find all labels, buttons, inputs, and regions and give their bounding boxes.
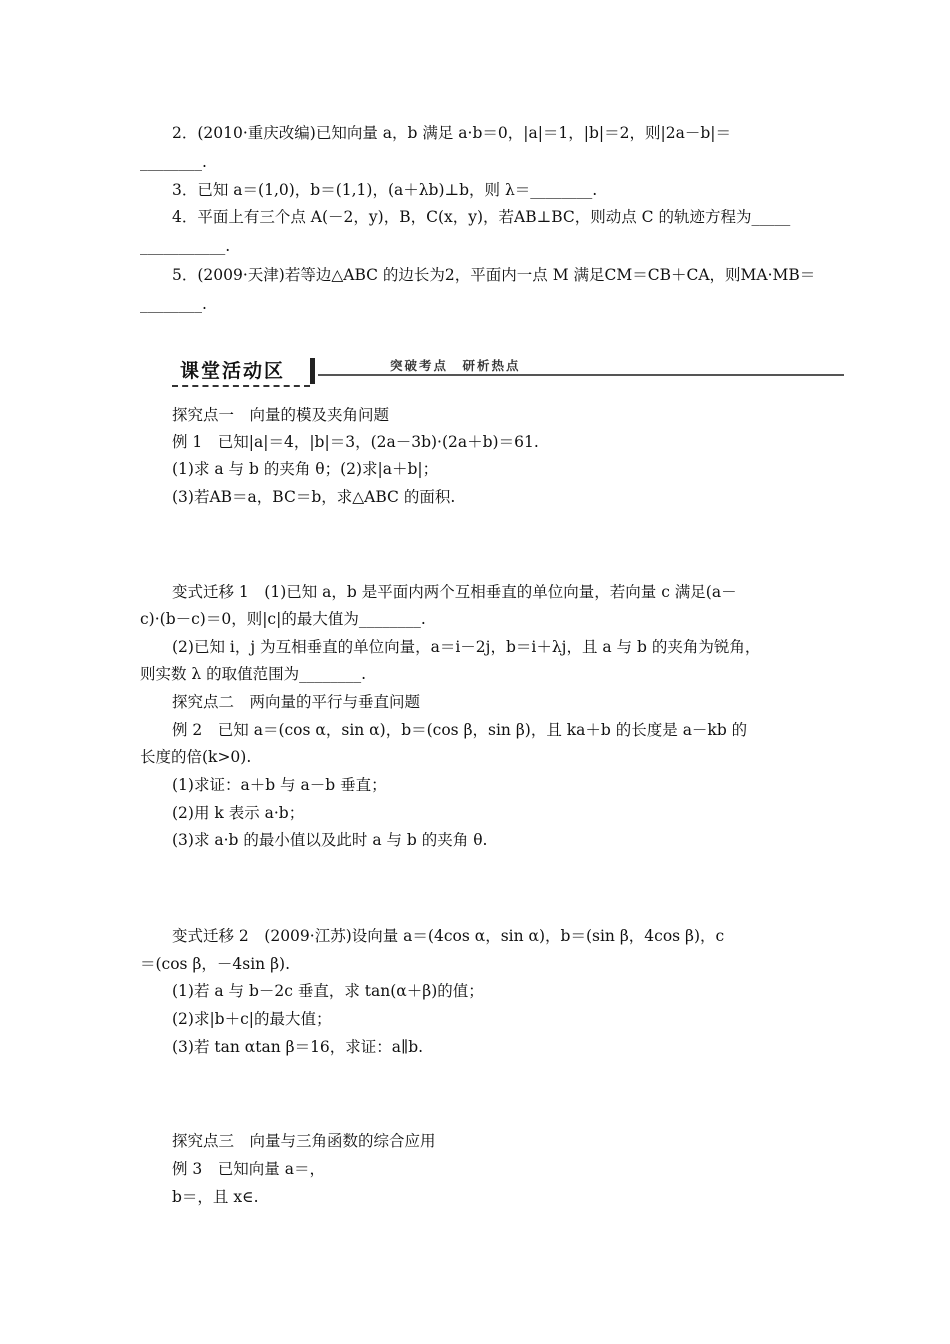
example-2-question-2: (2)用 k 表示 a·b； (172, 804, 305, 822)
variant-2-question-2: (2)求|b＋c|的最大值； (172, 1010, 332, 1028)
section-banner (172, 358, 844, 388)
example-1-question-3: (3)若AB＝a，BC＝b，求△ABC 的面积. (172, 488, 456, 506)
example-2-question-1: (1)求证：a＋b 与 a－b 垂直； (172, 776, 387, 794)
example-1-questions-1-2: (1)求 a 与 b 的夹角 θ；(2)求|a＋b|； (172, 460, 439, 478)
point-3-heading: 探究点三 向量与三角函数的综合应用 (172, 1132, 436, 1150)
point-2-heading: 探究点二 两向量的平行与垂直问题 (172, 693, 421, 711)
variant-2-question-1: (1)若 a 与 b－2c 垂直，求 tan(α＋β)的值； (172, 982, 484, 1000)
problem-2-line-1: 2．(2010·重庆改编)已知向量 a，b 满足 a·b＝0，|a|＝1，|b|＝2，则|2a－b|＝ (172, 124, 731, 142)
problem-2-line-2: ________. (140, 153, 207, 171)
variant-1-line-1: 变式迁移 1 (1)已知 a，b 是平面内两个互相垂直的单位向量，若向量 c 满足(a－ (172, 583, 737, 601)
point-1-heading: 探究点一 向量的模及夹角问题 (172, 406, 390, 424)
problem-3: 3．已知 a＝(1,0)，b＝(1,1)，(a＋λb)⊥b，则 λ＝________. (172, 181, 598, 199)
problem-5-line-2: ________. (140, 295, 207, 313)
section-rule (318, 374, 844, 376)
variant-2-line-2: ＝(cos β，－4sin β). (140, 955, 291, 973)
example-3-line-1: 例 3 已知向量 a＝， (172, 1160, 325, 1178)
example-1: 例 1 已知|a|＝4，|b|＝3，(2a－3b)·(2a＋b)＝61. (172, 433, 539, 451)
example-2-question-3: (3)求 a·b 的最小值以及此时 a 与 b 的夹角 θ. (172, 831, 488, 849)
section-subtitle: 突破考点 研析热点 (390, 358, 521, 373)
variant-1-line-2: c)·(b－c)＝0，则|c|的最大值为________. (140, 610, 426, 628)
problem-4-line-2: ___________. (140, 237, 231, 255)
example-2-line-2: 长度的倍(k>0). (140, 748, 252, 766)
section-title: 课堂活动区 (180, 360, 286, 382)
example-3-line-2: b＝，且 x∈. (172, 1188, 259, 1206)
problem-4-line-1: 4．平面上有三个点 A(－2，y)，B，C(x，y)，若AB⊥BC，则动点 C 的轨迹方程为_____ (172, 208, 791, 226)
section-title-underline (172, 382, 310, 387)
variant-1-line-3: (2)已知 i，j 为互相垂直的单位向量，a＝i－2j，b＝i＋λj，且 a 与 b 的夹角为锐角， (172, 638, 761, 656)
example-2-line-1: 例 2 已知 a＝(cos α，sin α)，b＝(cos β，sin β)，且 ka＋b 的长度是 a－kb 的 (172, 721, 748, 739)
variant-1-line-4: 则实数 λ 的取值范围为________. (140, 665, 367, 683)
variant-2-question-3: (3)若 tan αtan β＝16，求证：a∥b. (172, 1038, 424, 1056)
section-divider-bar (310, 358, 315, 384)
problem-5-line-1: 5．(2009·天津)若等边△ABC 的边长为2，平面内一点 M 满足CM＝CB＋CA，则MA·MB＝ (172, 266, 816, 284)
variant-2-line-1: 变式迁移 2 (2009·江苏)设向量 a＝(4cos α，sin α)，b＝(sin β，4cos β)，c (172, 927, 725, 945)
